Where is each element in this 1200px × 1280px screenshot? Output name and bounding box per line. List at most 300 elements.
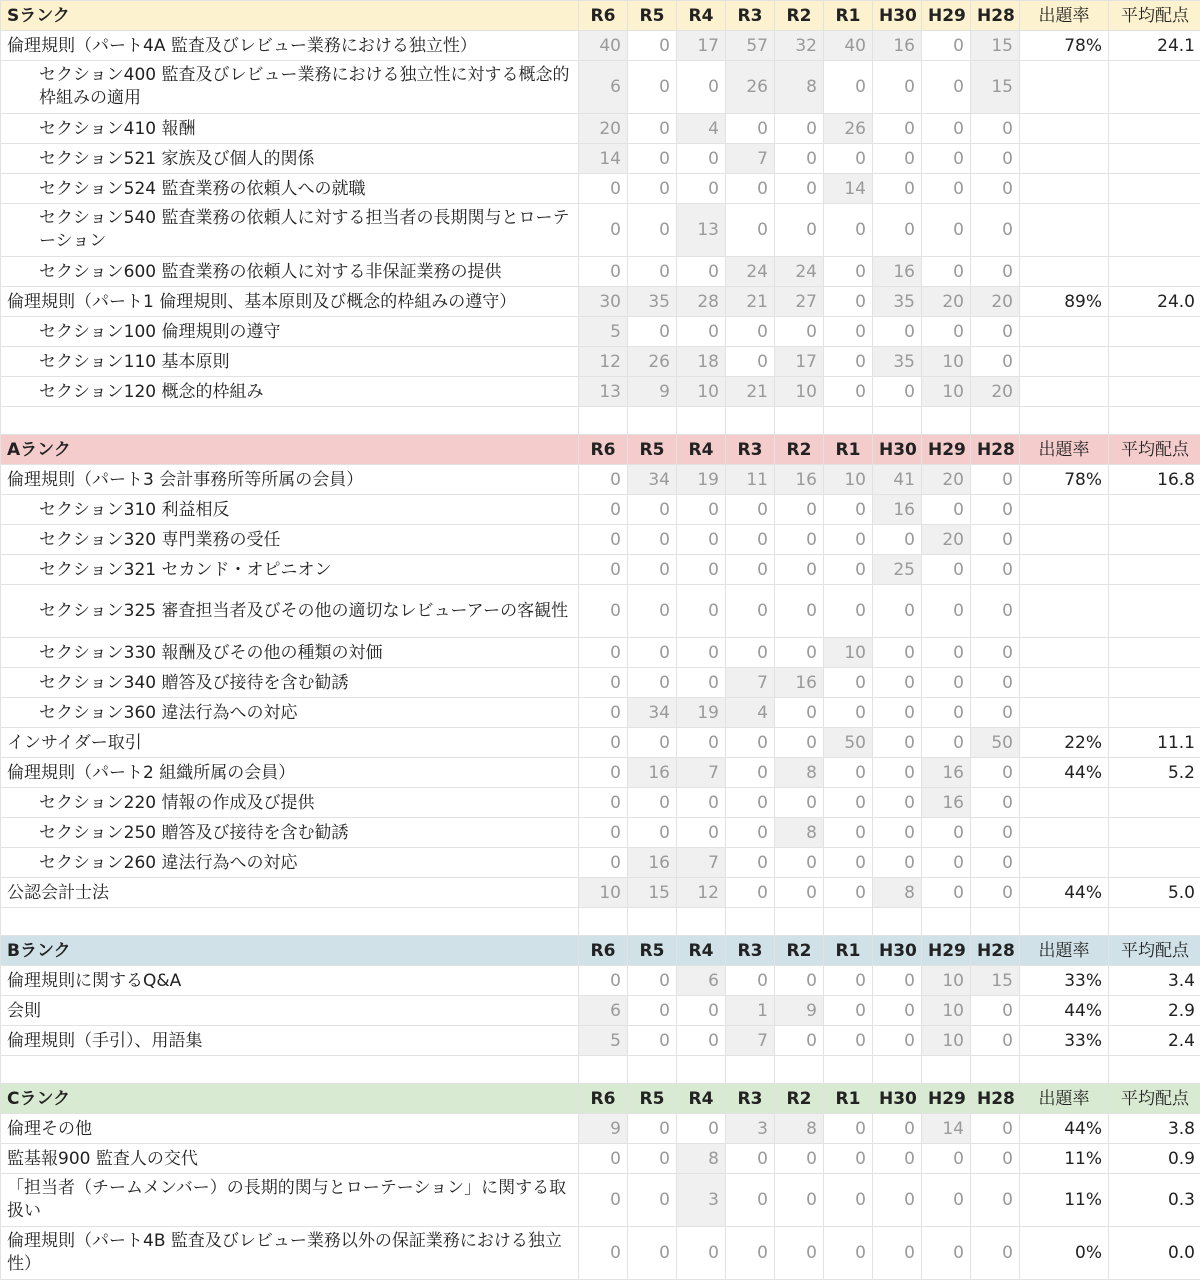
score-cell-H30[interactable]: 16 (873, 31, 922, 61)
year-header-R4[interactable]: R4 (677, 936, 726, 966)
row-label[interactable]: セクション330 報酬及びその他の種類の対価 (1, 638, 579, 668)
score-cell-R4[interactable]: 0 (677, 728, 726, 758)
rate-cell[interactable]: 44% (1020, 1114, 1109, 1144)
rate-cell[interactable]: 33% (1020, 966, 1109, 996)
rate-cell[interactable] (1020, 144, 1109, 174)
rate-header[interactable]: 出題率 (1020, 435, 1109, 465)
year-header-R1[interactable]: R1 (824, 435, 873, 465)
empty-cell[interactable] (775, 407, 824, 435)
score-cell-H29[interactable]: 0 (922, 317, 971, 347)
year-header-R5[interactable]: R5 (628, 1084, 677, 1114)
score-cell-H28[interactable]: 20 (971, 377, 1020, 407)
year-header-H28[interactable]: H28 (971, 1084, 1020, 1114)
avg-cell[interactable]: 0.3 (1109, 1174, 1200, 1227)
score-cell-H28[interactable]: 0 (971, 698, 1020, 728)
score-cell-R2[interactable]: 0 (775, 1144, 824, 1174)
score-cell-H30[interactable]: 0 (873, 818, 922, 848)
score-cell-R4[interactable]: 18 (677, 347, 726, 377)
avg-cell[interactable]: 0.9 (1109, 1144, 1200, 1174)
avg-cell[interactable] (1109, 585, 1200, 638)
score-cell-R2[interactable]: 32 (775, 31, 824, 61)
score-cell-H30[interactable]: 0 (873, 585, 922, 638)
score-cell-R3[interactable]: 0 (726, 555, 775, 585)
score-cell-H29[interactable]: 0 (922, 848, 971, 878)
avg-cell[interactable] (1109, 347, 1200, 377)
row-label[interactable]: セクション100 倫理規則の遵守 (1, 317, 579, 347)
score-cell-R3[interactable]: 0 (726, 495, 775, 525)
score-cell-H28[interactable]: 0 (971, 1227, 1020, 1280)
score-cell-R2[interactable]: 0 (775, 698, 824, 728)
rate-cell[interactable]: 11% (1020, 1174, 1109, 1227)
score-cell-R3[interactable]: 0 (726, 174, 775, 204)
avg-cell[interactable] (1109, 204, 1200, 257)
score-cell-R6[interactable]: 0 (579, 1174, 628, 1227)
row-label[interactable]: 倫理規則（パート2 組織所属の会員） (1, 758, 579, 788)
avg-cell[interactable] (1109, 495, 1200, 525)
score-cell-R2[interactable]: 0 (775, 966, 824, 996)
avg-cell[interactable] (1109, 818, 1200, 848)
score-cell-R3[interactable]: 21 (726, 287, 775, 317)
score-cell-R4[interactable]: 0 (677, 257, 726, 287)
row-label[interactable]: セクション325 審査担当者及びその他の適切なレビューアーの客観性 (1, 585, 579, 638)
year-header-R5[interactable]: R5 (628, 936, 677, 966)
avg-cell[interactable]: 11.1 (1109, 728, 1200, 758)
score-cell-R4[interactable]: 0 (677, 1227, 726, 1280)
row-label[interactable]: 倫理規則（手引）、用語集 (1, 1026, 579, 1056)
empty-cell[interactable] (1, 1056, 579, 1084)
score-cell-R1[interactable]: 0 (824, 61, 873, 114)
score-cell-H29[interactable]: 0 (922, 585, 971, 638)
score-cell-H29[interactable]: 10 (922, 1026, 971, 1056)
year-header-R3[interactable]: R3 (726, 936, 775, 966)
score-cell-R3[interactable]: 0 (726, 638, 775, 668)
score-cell-R5[interactable]: 0 (628, 317, 677, 347)
score-cell-H28[interactable]: 0 (971, 204, 1020, 257)
score-cell-R3[interactable]: 3 (726, 1114, 775, 1144)
empty-cell[interactable] (628, 1056, 677, 1084)
row-label[interactable]: セクション400 監査及びレビュー業務における独立性に対する概念的枠組みの適用 (1, 61, 579, 114)
score-cell-R3[interactable]: 4 (726, 698, 775, 728)
score-cell-R3[interactable]: 0 (726, 204, 775, 257)
score-cell-R2[interactable]: 0 (775, 174, 824, 204)
row-label[interactable]: セクション250 贈答及び接待を含む勧誘 (1, 818, 579, 848)
score-cell-H29[interactable]: 0 (922, 1174, 971, 1227)
score-cell-H30[interactable]: 0 (873, 1227, 922, 1280)
score-cell-R1[interactable]: 14 (824, 174, 873, 204)
score-cell-H30[interactable]: 0 (873, 758, 922, 788)
score-cell-R5[interactable]: 0 (628, 174, 677, 204)
score-cell-R6[interactable]: 14 (579, 144, 628, 174)
score-cell-R3[interactable]: 0 (726, 525, 775, 555)
score-cell-R4[interactable]: 0 (677, 818, 726, 848)
score-cell-H29[interactable]: 0 (922, 555, 971, 585)
row-label[interactable]: 倫理規則に関するQ&A (1, 966, 579, 996)
score-cell-R1[interactable]: 0 (824, 758, 873, 788)
score-cell-R6[interactable]: 0 (579, 495, 628, 525)
score-cell-H29[interactable]: 20 (922, 525, 971, 555)
row-label[interactable]: 監基報900 監査人の交代 (1, 1144, 579, 1174)
year-header-R2[interactable]: R2 (775, 1, 824, 31)
score-cell-H30[interactable]: 35 (873, 287, 922, 317)
rate-cell[interactable]: 89% (1020, 287, 1109, 317)
rate-cell[interactable] (1020, 638, 1109, 668)
rate-cell[interactable] (1020, 585, 1109, 638)
score-cell-R6[interactable]: 40 (579, 31, 628, 61)
score-cell-H28[interactable]: 0 (971, 638, 1020, 668)
year-header-R2[interactable]: R2 (775, 1084, 824, 1114)
score-cell-R1[interactable]: 0 (824, 788, 873, 818)
score-cell-R5[interactable]: 0 (628, 31, 677, 61)
score-cell-H29[interactable]: 0 (922, 114, 971, 144)
avg-cell[interactable]: 24.0 (1109, 287, 1200, 317)
avg-cell[interactable]: 3.8 (1109, 1114, 1200, 1144)
row-label[interactable]: 倫理規則（パート1 倫理規則、基本原則及び概念的枠組みの遵守） (1, 287, 579, 317)
score-cell-R5[interactable]: 0 (628, 996, 677, 1026)
score-cell-R2[interactable]: 10 (775, 377, 824, 407)
score-cell-H30[interactable]: 0 (873, 668, 922, 698)
score-cell-H28[interactable]: 0 (971, 878, 1020, 908)
score-cell-R2[interactable]: 0 (775, 1026, 824, 1056)
empty-cell[interactable] (628, 908, 677, 936)
rate-cell[interactable]: 33% (1020, 1026, 1109, 1056)
year-header-H29[interactable]: H29 (922, 435, 971, 465)
row-label[interactable]: 公認会計士法 (1, 878, 579, 908)
score-cell-R6[interactable]: 0 (579, 465, 628, 495)
year-header-R2[interactable]: R2 (775, 435, 824, 465)
score-cell-H29[interactable]: 20 (922, 287, 971, 317)
score-cell-R6[interactable]: 0 (579, 818, 628, 848)
empty-cell[interactable] (873, 1056, 922, 1084)
score-cell-R4[interactable]: 0 (677, 638, 726, 668)
rate-cell[interactable]: 44% (1020, 758, 1109, 788)
score-cell-R4[interactable]: 0 (677, 61, 726, 114)
year-header-H29[interactable]: H29 (922, 936, 971, 966)
score-cell-R6[interactable]: 0 (579, 204, 628, 257)
score-cell-R4[interactable]: 7 (677, 848, 726, 878)
score-cell-R4[interactable]: 0 (677, 144, 726, 174)
score-cell-R5[interactable]: 34 (628, 465, 677, 495)
score-cell-R3[interactable]: 0 (726, 848, 775, 878)
score-cell-H30[interactable]: 16 (873, 495, 922, 525)
score-cell-R2[interactable]: 17 (775, 347, 824, 377)
score-cell-R4[interactable]: 12 (677, 878, 726, 908)
rate-cell[interactable] (1020, 347, 1109, 377)
score-cell-R6[interactable]: 20 (579, 114, 628, 144)
score-cell-H29[interactable]: 16 (922, 758, 971, 788)
avg-cell[interactable]: 2.4 (1109, 1026, 1200, 1056)
avg-cell[interactable]: 16.8 (1109, 465, 1200, 495)
score-cell-R2[interactable]: 0 (775, 1174, 824, 1227)
score-cell-R5[interactable]: 0 (628, 144, 677, 174)
empty-cell[interactable] (726, 1056, 775, 1084)
score-cell-R6[interactable]: 0 (579, 174, 628, 204)
rate-cell[interactable]: 11% (1020, 1144, 1109, 1174)
score-cell-H29[interactable]: 14 (922, 1114, 971, 1144)
year-header-R4[interactable]: R4 (677, 1, 726, 31)
row-label[interactable]: セクション600 監査業務の依頼人に対する非保証業務の提供 (1, 257, 579, 287)
empty-cell[interactable] (579, 908, 628, 936)
score-cell-R1[interactable]: 0 (824, 878, 873, 908)
score-cell-R5[interactable]: 0 (628, 1114, 677, 1144)
rate-header[interactable]: 出題率 (1020, 1, 1109, 31)
empty-cell[interactable] (677, 407, 726, 435)
score-cell-R3[interactable]: 0 (726, 966, 775, 996)
score-cell-R6[interactable]: 9 (579, 1114, 628, 1144)
avg-cell[interactable]: 24.1 (1109, 31, 1200, 61)
score-cell-H28[interactable]: 0 (971, 114, 1020, 144)
score-cell-H28[interactable]: 0 (971, 555, 1020, 585)
score-cell-H30[interactable]: 16 (873, 257, 922, 287)
score-cell-R6[interactable]: 0 (579, 1144, 628, 1174)
avg-cell[interactable]: 3.4 (1109, 966, 1200, 996)
score-cell-R4[interactable]: 0 (677, 525, 726, 555)
year-header-R2[interactable]: R2 (775, 936, 824, 966)
empty-cell[interactable] (922, 1056, 971, 1084)
rate-cell[interactable] (1020, 377, 1109, 407)
rate-cell[interactable] (1020, 495, 1109, 525)
row-label[interactable]: 倫理規則（パート4B 監査及びレビュー業務以外の保証業務における独立性） (1, 1227, 579, 1280)
year-header-R4[interactable]: R4 (677, 435, 726, 465)
score-cell-R2[interactable]: 0 (775, 114, 824, 144)
empty-cell[interactable] (1, 908, 579, 936)
score-cell-H29[interactable]: 0 (922, 144, 971, 174)
empty-cell[interactable] (922, 908, 971, 936)
score-cell-R5[interactable]: 0 (628, 668, 677, 698)
score-cell-R3[interactable]: 0 (726, 1227, 775, 1280)
row-label[interactable]: インサイダー取引 (1, 728, 579, 758)
score-cell-R3[interactable]: 26 (726, 61, 775, 114)
score-cell-R4[interactable]: 28 (677, 287, 726, 317)
score-cell-H30[interactable]: 0 (873, 61, 922, 114)
score-cell-R1[interactable]: 0 (824, 996, 873, 1026)
score-cell-R2[interactable]: 0 (775, 495, 824, 525)
score-cell-R1[interactable]: 0 (824, 287, 873, 317)
score-cell-R5[interactable]: 0 (628, 257, 677, 287)
score-cell-R5[interactable]: 0 (628, 204, 677, 257)
avg-cell[interactable] (1109, 61, 1200, 114)
score-cell-R4[interactable]: 0 (677, 495, 726, 525)
avg-cell[interactable] (1109, 377, 1200, 407)
score-cell-R6[interactable]: 0 (579, 555, 628, 585)
score-cell-R6[interactable]: 5 (579, 317, 628, 347)
score-cell-R6[interactable]: 30 (579, 287, 628, 317)
score-cell-H30[interactable]: 0 (873, 996, 922, 1026)
avg-cell[interactable] (1109, 174, 1200, 204)
score-cell-H29[interactable]: 10 (922, 996, 971, 1026)
score-cell-R1[interactable]: 10 (824, 638, 873, 668)
score-cell-R5[interactable]: 0 (628, 966, 677, 996)
score-cell-H28[interactable]: 0 (971, 347, 1020, 377)
row-label[interactable]: 「担当者（チームメンバー）の長期的関与とローテーション」に関する取扱い (1, 1174, 579, 1227)
rate-cell[interactable] (1020, 788, 1109, 818)
score-cell-R5[interactable]: 0 (628, 114, 677, 144)
score-cell-R5[interactable]: 0 (628, 1227, 677, 1280)
score-cell-H30[interactable]: 0 (873, 144, 922, 174)
avg-cell[interactable]: 5.0 (1109, 878, 1200, 908)
score-cell-R1[interactable]: 0 (824, 347, 873, 377)
score-cell-R2[interactable]: 16 (775, 668, 824, 698)
score-cell-R2[interactable]: 0 (775, 317, 824, 347)
score-cell-H29[interactable]: 0 (922, 61, 971, 114)
rate-cell[interactable] (1020, 61, 1109, 114)
score-cell-H30[interactable]: 0 (873, 728, 922, 758)
score-cell-H29[interactable]: 0 (922, 878, 971, 908)
rate-cell[interactable] (1020, 848, 1109, 878)
score-cell-R6[interactable]: 5 (579, 1026, 628, 1056)
score-cell-R5[interactable]: 0 (628, 555, 677, 585)
year-header-R6[interactable]: R6 (579, 1, 628, 31)
score-cell-H28[interactable]: 0 (971, 257, 1020, 287)
row-label[interactable]: セクション360 違法行為への対応 (1, 698, 579, 728)
score-cell-H30[interactable]: 0 (873, 638, 922, 668)
score-cell-R1[interactable]: 0 (824, 495, 873, 525)
score-cell-H28[interactable]: 0 (971, 758, 1020, 788)
empty-cell[interactable] (726, 908, 775, 936)
empty-cell[interactable] (1020, 908, 1109, 936)
avg-cell[interactable] (1109, 668, 1200, 698)
score-cell-H28[interactable]: 0 (971, 144, 1020, 174)
score-cell-R4[interactable]: 4 (677, 114, 726, 144)
score-cell-H30[interactable]: 0 (873, 1174, 922, 1227)
score-cell-R4[interactable]: 19 (677, 465, 726, 495)
avg-cell[interactable] (1109, 555, 1200, 585)
year-header-R6[interactable]: R6 (579, 1084, 628, 1114)
score-cell-R4[interactable]: 8 (677, 1144, 726, 1174)
score-cell-H30[interactable]: 0 (873, 698, 922, 728)
score-cell-H28[interactable]: 50 (971, 728, 1020, 758)
empty-cell[interactable] (1109, 1056, 1200, 1084)
score-cell-R3[interactable]: 0 (726, 728, 775, 758)
year-header-R6[interactable]: R6 (579, 435, 628, 465)
score-cell-H30[interactable]: 0 (873, 174, 922, 204)
year-header-H30[interactable]: H30 (873, 1084, 922, 1114)
score-cell-H29[interactable]: 0 (922, 698, 971, 728)
score-cell-R1[interactable]: 0 (824, 585, 873, 638)
score-cell-R5[interactable]: 0 (628, 61, 677, 114)
row-label[interactable]: セクション521 家族及び個人的関係 (1, 144, 579, 174)
score-cell-H28[interactable]: 20 (971, 287, 1020, 317)
year-header-H29[interactable]: H29 (922, 1, 971, 31)
score-cell-R6[interactable]: 0 (579, 758, 628, 788)
score-cell-R5[interactable]: 34 (628, 698, 677, 728)
rate-cell[interactable] (1020, 317, 1109, 347)
year-header-R3[interactable]: R3 (726, 1084, 775, 1114)
score-cell-R1[interactable]: 0 (824, 1026, 873, 1056)
score-cell-H29[interactable]: 0 (922, 728, 971, 758)
score-cell-R1[interactable]: 0 (824, 848, 873, 878)
score-cell-R2[interactable]: 9 (775, 996, 824, 1026)
score-cell-H30[interactable]: 41 (873, 465, 922, 495)
rate-cell[interactable] (1020, 698, 1109, 728)
empty-cell[interactable] (628, 407, 677, 435)
year-header-R1[interactable]: R1 (824, 1, 873, 31)
year-header-R5[interactable]: R5 (628, 435, 677, 465)
empty-cell[interactable] (579, 407, 628, 435)
rate-cell[interactable] (1020, 525, 1109, 555)
score-cell-H30[interactable]: 8 (873, 878, 922, 908)
row-label[interactable]: セクション320 専門業務の受任 (1, 525, 579, 555)
empty-cell[interactable] (971, 908, 1020, 936)
empty-cell[interactable] (824, 1056, 873, 1084)
score-cell-R5[interactable]: 16 (628, 848, 677, 878)
score-cell-R3[interactable]: 21 (726, 377, 775, 407)
score-cell-H28[interactable]: 0 (971, 174, 1020, 204)
score-cell-H29[interactable]: 0 (922, 174, 971, 204)
score-cell-R2[interactable]: 0 (775, 878, 824, 908)
score-cell-R6[interactable]: 6 (579, 61, 628, 114)
score-cell-R3[interactable]: 57 (726, 31, 775, 61)
score-cell-R3[interactable]: 0 (726, 758, 775, 788)
score-cell-R4[interactable]: 7 (677, 758, 726, 788)
year-header-H29[interactable]: H29 (922, 1084, 971, 1114)
rate-header[interactable]: 出題率 (1020, 1084, 1109, 1114)
empty-cell[interactable] (1109, 407, 1200, 435)
avg-cell[interactable]: 5.2 (1109, 758, 1200, 788)
score-cell-R3[interactable]: 0 (726, 347, 775, 377)
score-cell-R6[interactable]: 0 (579, 848, 628, 878)
year-header-R3[interactable]: R3 (726, 435, 775, 465)
score-cell-H30[interactable]: 25 (873, 555, 922, 585)
score-cell-R5[interactable]: 16 (628, 758, 677, 788)
score-cell-H28[interactable]: 15 (971, 966, 1020, 996)
empty-cell[interactable] (677, 908, 726, 936)
avg-cell[interactable] (1109, 525, 1200, 555)
empty-cell[interactable] (775, 908, 824, 936)
empty-cell[interactable] (1109, 908, 1200, 936)
score-cell-R2[interactable]: 8 (775, 61, 824, 114)
score-cell-H29[interactable]: 0 (922, 495, 971, 525)
score-cell-R1[interactable]: 0 (824, 818, 873, 848)
score-cell-R1[interactable]: 0 (824, 1114, 873, 1144)
score-cell-R3[interactable]: 0 (726, 317, 775, 347)
row-label[interactable]: セクション340 贈答及び接待を含む勧誘 (1, 668, 579, 698)
score-cell-H29[interactable]: 0 (922, 31, 971, 61)
row-label[interactable]: セクション540 監査業務の依頼人に対する担当者の長期関与とローテーション (1, 204, 579, 257)
score-cell-H30[interactable]: 0 (873, 1114, 922, 1144)
avg-cell[interactable] (1109, 848, 1200, 878)
score-cell-R3[interactable]: 0 (726, 1144, 775, 1174)
score-cell-R5[interactable]: 0 (628, 495, 677, 525)
score-cell-H28[interactable]: 0 (971, 1026, 1020, 1056)
score-cell-R5[interactable]: 0 (628, 525, 677, 555)
score-cell-H28[interactable]: 0 (971, 996, 1020, 1026)
score-cell-H29[interactable]: 0 (922, 1227, 971, 1280)
year-header-R1[interactable]: R1 (824, 1084, 873, 1114)
score-cell-H30[interactable]: 0 (873, 966, 922, 996)
row-label[interactable]: セクション310 利益相反 (1, 495, 579, 525)
score-cell-H28[interactable]: 0 (971, 1114, 1020, 1144)
score-cell-R4[interactable]: 13 (677, 204, 726, 257)
score-cell-H29[interactable]: 10 (922, 347, 971, 377)
score-cell-R2[interactable]: 0 (775, 585, 824, 638)
row-label[interactable]: 倫理規則（パート4A 監査及びレビュー業務における独立性） (1, 31, 579, 61)
score-cell-H29[interactable]: 0 (922, 257, 971, 287)
score-cell-R4[interactable]: 10 (677, 377, 726, 407)
score-cell-H28[interactable]: 0 (971, 317, 1020, 347)
score-cell-H30[interactable]: 0 (873, 788, 922, 818)
score-cell-R2[interactable]: 0 (775, 728, 824, 758)
avg-cell[interactable] (1109, 317, 1200, 347)
rank-title[interactable]: Bランク (1, 936, 579, 966)
score-cell-H29[interactable]: 10 (922, 377, 971, 407)
score-cell-R6[interactable]: 0 (579, 788, 628, 818)
score-cell-H29[interactable]: 10 (922, 966, 971, 996)
score-cell-R2[interactable]: 24 (775, 257, 824, 287)
score-cell-R5[interactable]: 15 (628, 878, 677, 908)
rate-cell[interactable] (1020, 114, 1109, 144)
empty-cell[interactable] (824, 908, 873, 936)
rate-cell[interactable] (1020, 555, 1109, 585)
